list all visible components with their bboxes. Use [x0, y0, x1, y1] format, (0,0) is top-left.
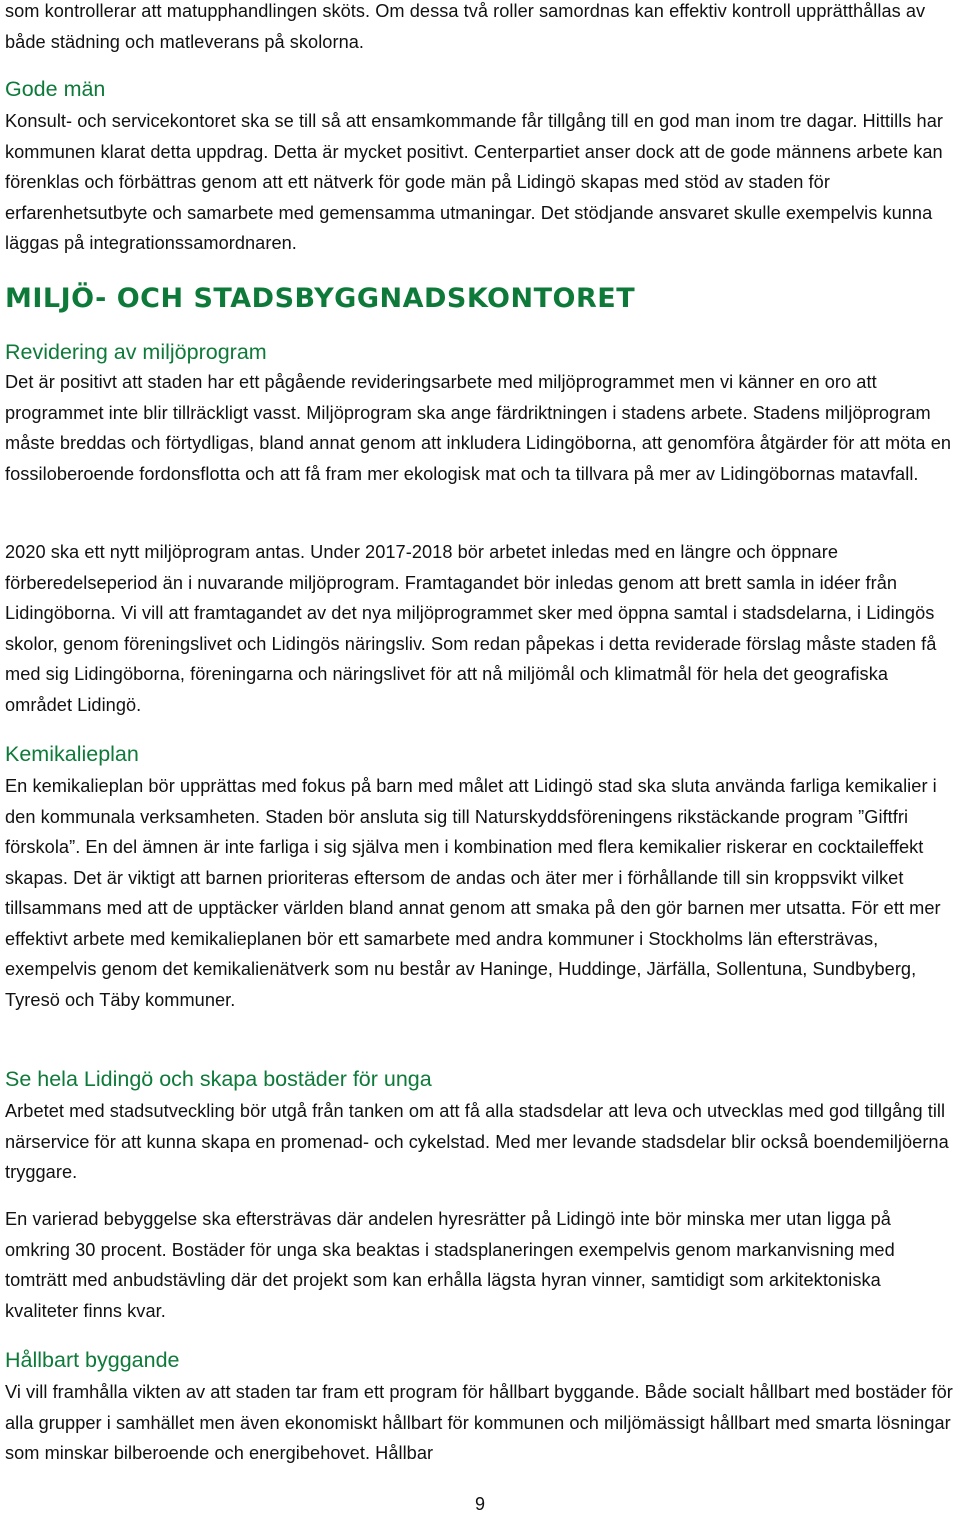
paragraph-intro: som kontrollerar att matupphandlingen sköts. Om dessa två roller samordnas kan effektiv kontroll upprätthållas av både städning och matleverans på skolorna.: [5, 1, 926, 52]
heading-hallbart-byggande: Hållbart byggande: [5, 1348, 180, 1372]
paragraph-bostader-2: En varierad bebyggelse ska eftersträvas där andelen hyresrätter på Lidingö inte bör minska mer utan ligga på omkring 30 procent. Bostäder för unga ska beaktas i stadsplaneringen exempelvis genom markanvisning med tomträtt med anbudstävling där det projekt som kan erhålla lägsta hyran vinner, samtidigt som arkitektoniska kvaliteter finns kvar.: [5, 1209, 895, 1321]
page-number: 9: [474, 1494, 485, 1514]
paragraph-kemikalieplan: En kemikalieplan bör upprättas med fokus på barn med målet att Lidingö stad ska sluta använda farliga kemikalier i den kommunala verksamheten. Staden bör ansluta sig till Naturskyddsföreningens rikstäckande program ”Giftfri förskola”. En del ämnen är inte farliga i sig själva men i kombination med flera kemikalier riskerar en cocktaileffekt skapas. Det är viktigt att barnen prioriteras eftersom de andas och äter mer i förhållande till sin kroppsvikt vilket tillsammans med att de upptäcker världen bland annat genom att smaka på den gör barnen mer utsatta. För ett mer effektivt arbete med kemikalieplanen bör ett samarbete med andra kommuner i Stockholms län eftersträvas, exempelvis genom det kemikalienätverk som nu består av Haninge, Huddinge, Järfälla, Sollentuna, Sundbyberg, Tyresö och Täby kommuner.: [5, 776, 941, 1010]
heading-kemikalieplan: Kemikalieplan: [5, 742, 139, 766]
paragraph-bostader-1: Arbetet med stadsutveckling bör utgå från tanken om att få alla stadsdelar att leva och utvecklas med god tillgång till närservice för att kunna skapa en promenad- och cykelstad. Med mer levande stadsdelar blir också boendemiljöerna tryggare.: [5, 1101, 949, 1182]
paragraph-revidering-1: Det är positivt att staden har ett pågående revideringsarbete med miljöprogrammet men vi känner en oro att programmet inte blir tillräckligt vasst. Miljöprogram ska ange färdriktningen i stadens arbete. Stadens miljöprogram måste breddas och förtydligas, bland annat genom att inkludera Lidingöborna, att genomföra åtgärder för att möta en fossiloberoende fordonsflotta och att få fram mer ekologisk mat och ta tillvara på mer av Lidingöbornas matavfall.: [5, 372, 952, 484]
section-title: MILJÖ- OCH STADSBYGGNADSKONTORET: [5, 283, 636, 314]
heading-revidering: Revidering av miljöprogram: [5, 340, 267, 364]
paragraph-hallbart-byggande: Vi vill framhålla vikten av att staden tar fram ett program för hållbart byggande. Både socialt hållbart med bostäder för alla grupper i samhället men även ekonomiskt hållbart för kommunen och miljömässigt hållbart med smarta lösningar som minskar bilberoende och energibehovet. Hållbar: [5, 1382, 953, 1463]
heading-bostader: Se hela Lidingö och skapa bostäder för unga: [5, 1067, 432, 1091]
paragraph-revidering-2: 2020 ska ett nytt miljöprogram antas. Under 2017-2018 bör arbetet inledas med en längre och öppnare förberedelseperiod än i nuvarande miljöprogram. Framtagandet bör inledas genom att brett samla in idéer från Lidingöborna. Vi vill att framtagandet av det nya miljöprogrammet sker med öppna samtal i stadsdelarna, i Lidingös skolor, genom föreningslivet och Lidingös näringsliv. Som redan påpekas i detta reviderade förslag måste staden få med sig Lidingöborna, föreningarna och näringslivet för att nå miljömål och klimatmål för hela det geografiska området Lidingö.: [5, 542, 937, 715]
heading-gode-man: Gode män: [5, 77, 106, 101]
paragraph-gode-man: Konsult- och servicekontoret ska se till så att ensamkommande får tillgång till en god man inom tre dagar. Hittills har kommunen klarat detta uppdrag. Detta är mycket positivt. Centerpartiet anser dock att de gode männens arbete kan förenklas och förbättras genom att ett nätverk för gode män på Lidingö skapas med stöd av staden för erfarenhetsutbyte och samarbete med gemensamma utmaningar. Det stödjande ansvaret skulle exempelvis kunna läggas på integrationssamordnaren.: [5, 111, 943, 253]
